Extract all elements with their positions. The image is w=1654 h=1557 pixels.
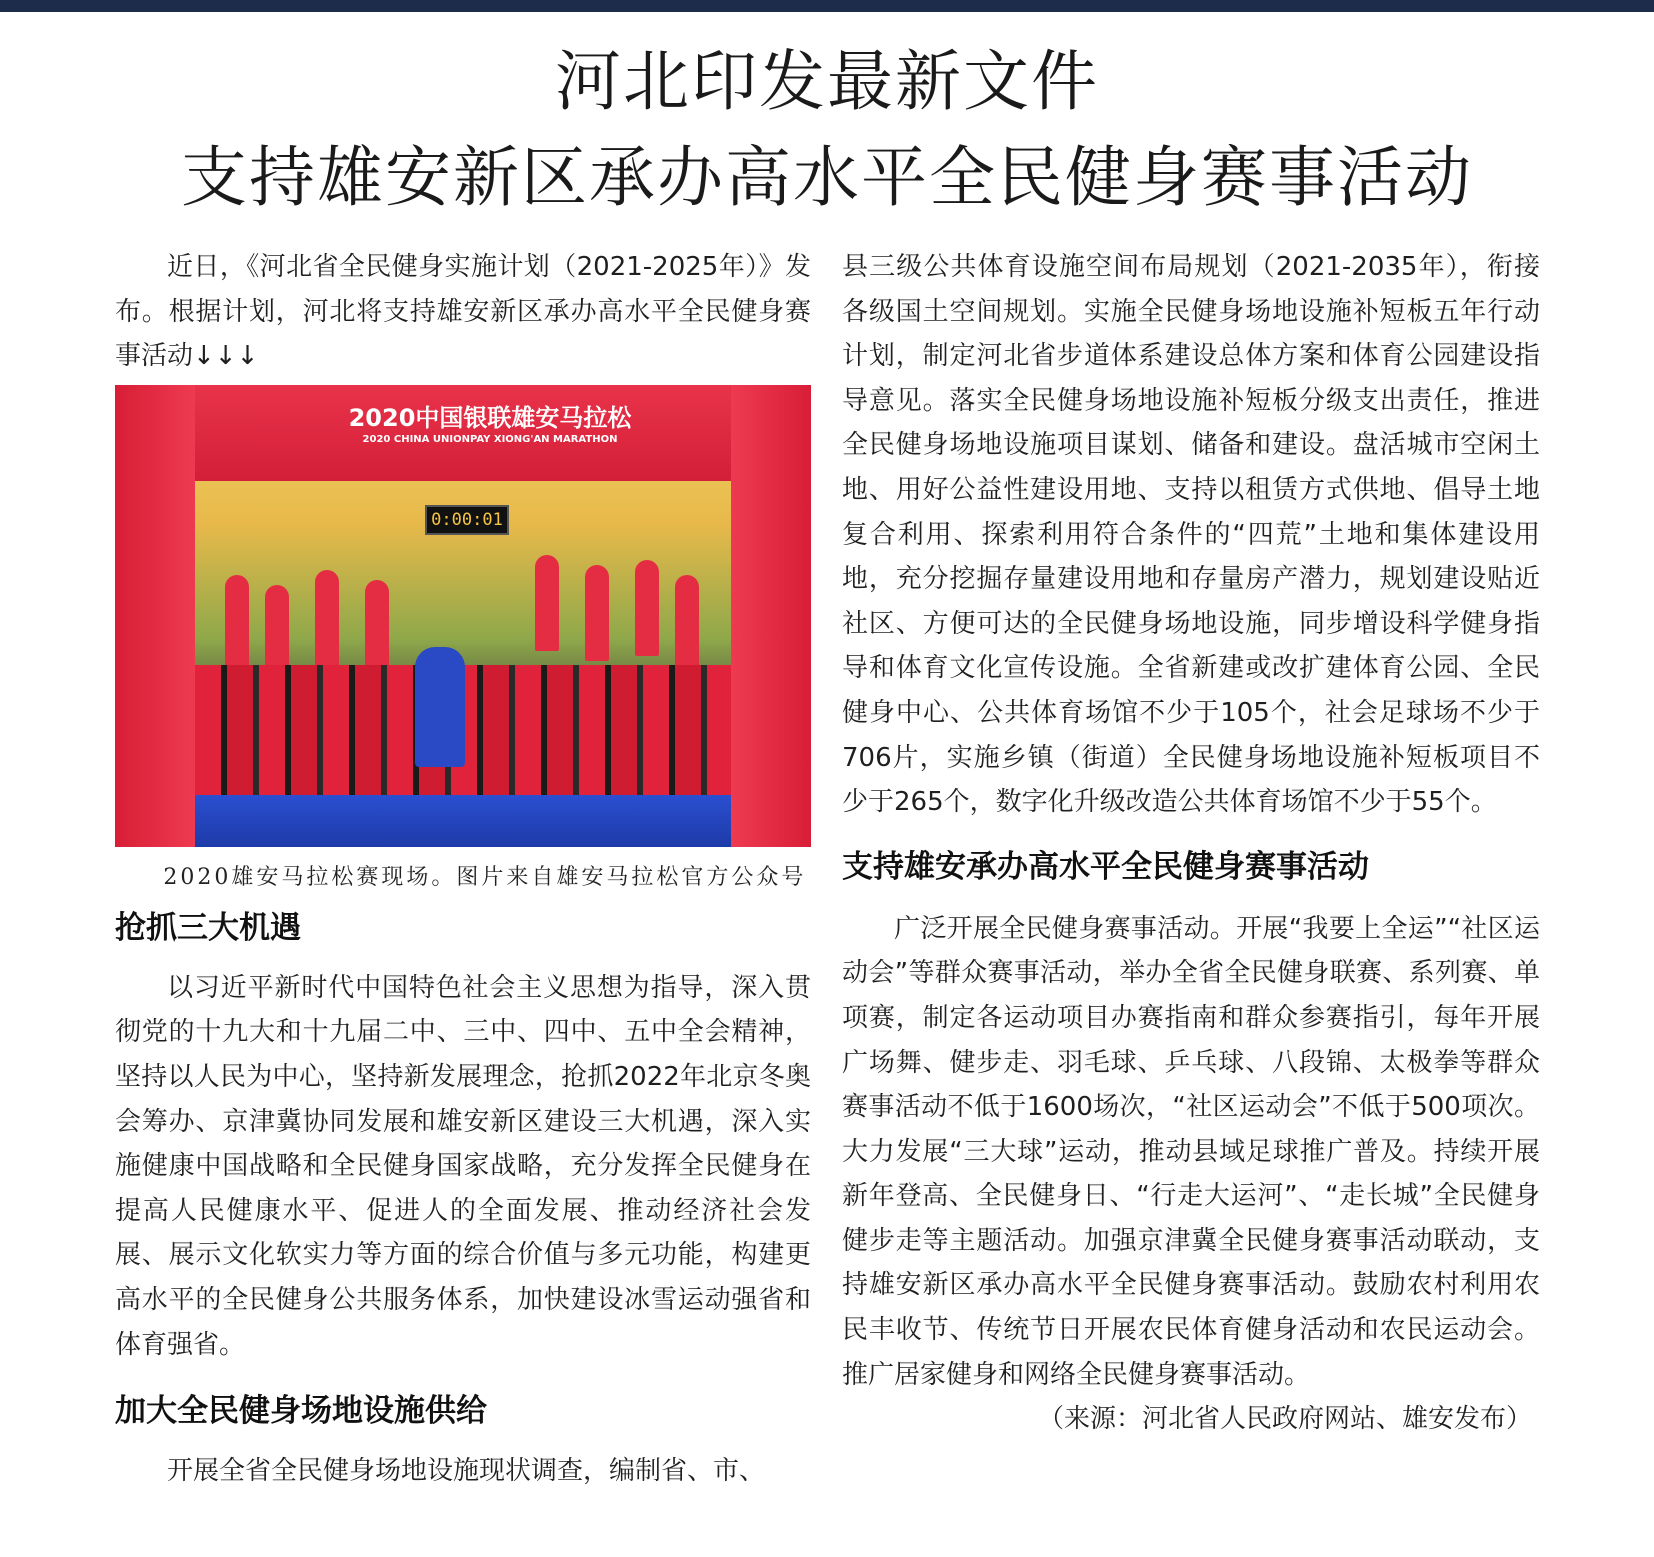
- section-facilities-text-start: 开展全省全民健身场地设施现状调查，编制省、市、: [167, 1456, 766, 1487]
- headline-line-1: 河北印发最新文件: [555, 43, 1099, 120]
- right-column: [842, 245, 1540, 1442]
- intro-paragraph: 近日，《河北省全民健身实施计划（2021-2025年）》发布。根据计划，河北将支持雄安新区承办高水平全民健身赛事活动↓↓↓: [115, 252, 811, 372]
- section-facilities-text-continued: 县三级公共体育设施空间布局规划（2021-2035年），衔接各级国土空间规划。实施全民健身场地设施补短板五年行动计划，制定河北省步道体系建设总体方案和体育公园建设指导意见。落实全民健身场地设施补短板分级支出责任，推进全民健身场地设施项目谋划、储备和建设。盘活城市空闲土地、用好公益性建设用地、支持以租赁方式供地、倡导土地复合利用、探索利用符合条件的“四荒”土地和集体建设用地，充分挖掘存量建设用地和存量房产潜力，规划建设贴近社区、方便可达的全民健身场地设施，同步增设科学健身指导和体育文化宣传设施。全省新建或改扩建体育公园、全民健身中心、公共体育场馆不少于105个，社会足球场不少于706片，实施乡镇（街道）全民健身场地设施补短板项目不少于265个，数字化升级改造公共体育场馆不少于55个。: [842, 252, 1540, 818]
- marathon-banner: [340, 403, 640, 447]
- section-opportunities-text: 以习近平新时代中国特色社会主义思想为指导，深入贯彻党的十九大和十九届二中、三中、四中、五中全会精神，坚持以人民为中心，坚持新发展理念，抢抓2022年北京冬奥会筹办、京津冀协同发展和雄安新区建设三大机遇，深入实施健康中国战略和全民健身国家战略，充分发挥全民健身在提高人民健康水平、促进人的全面发展、推动经济社会发展、展示文化软实力等方面的综合价值与多元功能，构建更高水平的全民健身公共服务体系，加快建设冰雪运动强省和体育强省。: [115, 972, 811, 1360]
- headline-line-2: 支持雄安新区承办高水平全民健身赛事活动: [181, 139, 1473, 216]
- section-heading-xiongan-events: 支持雄安承办高水平全民健身赛事活动: [842, 848, 1369, 885]
- article-source: （来源：河北省人民政府网站、雄安发布）: [1037, 1404, 1532, 1435]
- banner-title-en: 2020 CHINA UNIONPAY XIONG'AN MARATHON: [362, 433, 618, 445]
- race-clock: 0:00:01: [425, 505, 509, 535]
- top-color-bar: [0, 0, 1654, 12]
- section-heading-opportunities: 抢抓三大机遇: [115, 909, 301, 946]
- banner-title-cn: 2020中国银联雄安马拉松: [348, 403, 632, 432]
- section-heading-facilities: 加大全民健身场地设施供给: [115, 1393, 487, 1430]
- left-column: [115, 245, 811, 1494]
- marathon-photo: [115, 385, 811, 847]
- section-xiongan-events-text: 广泛开展全民健身赛事活动。开展“我要上全运”“社区运动会”等群众赛事活动，举办全省全民健身联赛、系列赛、单项赛，制定各运动项目办赛指南和群众参赛指引，每年开展广场舞、健步走、羽毛球、乒乓球、八段锦、太极拳等群众赛事活动不低于1600场次，“社区运动会”不低于500项次。大力发展“三大球”运动，推动县域足球推广普及。持续开展新年登高、全民健身日、“行走大运河”、“走长城”全民健身健步走等主题活动。加强京津冀全民健身赛事活动联动，支持雄安新区承办高水平全民健身赛事活动。鼓励农村利用农民丰收节、传统节日开展农民体育健身活动和农民运动会。推广居家健身和网络全民健身赛事活动。: [842, 913, 1540, 1390]
- photo-caption: 2020雄安马拉松赛现场。图片来自雄安马拉松官方公众号: [163, 864, 807, 890]
